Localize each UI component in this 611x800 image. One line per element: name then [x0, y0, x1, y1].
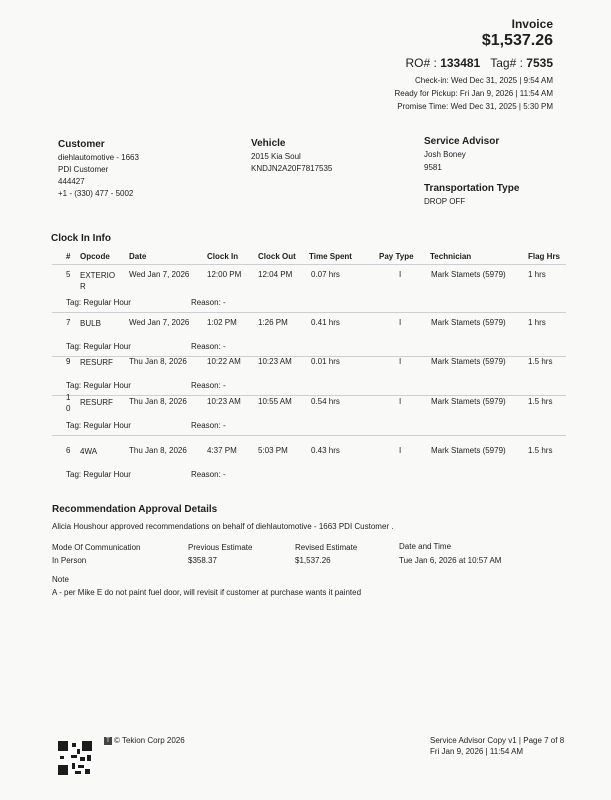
cell-time-spent: 0.43 hrs: [311, 446, 340, 455]
col-pay-type: Pay Type: [379, 252, 414, 261]
cell-tech: Mark Stamets (5979): [431, 318, 506, 327]
advisor-id: 9581: [424, 163, 442, 172]
cell-flag: 1.5 hrs: [528, 446, 553, 455]
previous-estimate-label: Previous Estimate: [188, 543, 253, 552]
row-reason: Reason: -: [191, 381, 226, 390]
row-reason: Reason: -: [191, 298, 226, 307]
cell-opcode: RESURF: [80, 358, 113, 367]
advisor-name: Josh Boney: [424, 150, 466, 159]
cell-flag: 1 hrs: [528, 270, 546, 279]
vehicle-heading: Vehicle: [251, 138, 286, 149]
col-technician: Technician: [430, 252, 472, 261]
row-tag: Tag: Regular Hour: [66, 342, 131, 351]
col-clock-in: Clock In: [207, 252, 239, 261]
revised-estimate-value: $1,537.26: [295, 556, 331, 565]
col-time-spent: Time Spent: [309, 252, 352, 261]
row-tag: Tag: Regular Hour: [66, 470, 131, 479]
row-divider: [52, 435, 566, 436]
cell-flag: 1.5 hrs: [528, 357, 553, 366]
cell-time-spent: 0.01 hrs: [311, 357, 340, 366]
footer-copyright: © Tekion Corp 2026: [114, 736, 185, 745]
customer-id: 444427: [58, 177, 85, 186]
cell-num: 5: [66, 270, 71, 279]
ro-tag-line: [406, 56, 554, 70]
tekion-logo-icon: T: [104, 737, 112, 745]
cell-opcode: RESURF: [80, 398, 113, 407]
cell-num: 9: [66, 357, 71, 366]
row-divider: [52, 312, 566, 313]
cell-clock-in: 10:23 AM: [207, 397, 241, 406]
cell-opcode: BULB: [80, 319, 101, 328]
col-date: Date: [129, 252, 147, 261]
cell-clock-out: 5:03 PM: [258, 446, 288, 455]
cell-time-spent: 0.07 hrs: [311, 270, 340, 279]
cell-opcode: EXTERIO R: [80, 271, 116, 291]
transport-value: DROP OFF: [424, 197, 466, 206]
clock-in-heading: Clock In Info: [51, 233, 111, 244]
tag-label: Tag# :: [490, 56, 523, 70]
col-clock-out: Clock Out: [258, 252, 296, 261]
footer-brand: [104, 736, 185, 745]
mode-label: Mode Of Communication: [52, 543, 141, 552]
cell-time-spent: 0.54 hrs: [311, 397, 340, 406]
invoice-title: Invoice: [511, 17, 553, 31]
row-tag: Tag: Regular Hour: [66, 421, 131, 430]
footer-copy-info: Service Advisor Copy v1 | Page 7 of 8: [430, 736, 565, 745]
checkin-time: Check-in: Wed Dec 31, 2025 | 9:54 AM: [414, 76, 553, 85]
cell-clock-in: 1:02 PM: [207, 318, 237, 327]
cell-num: 6: [66, 446, 71, 455]
cell-clock-out: 12:04 PM: [258, 270, 293, 279]
vehicle-vin: KNDJN2A20F7817535: [251, 164, 333, 173]
cell-date: Thu Jan 8, 2026: [129, 446, 187, 455]
note-value: A - per Mike E do not paint fuel door, will revisit if customer at purchase wants it painted: [52, 588, 362, 597]
customer-phone: +1 - (330) 477 - 5002: [58, 189, 134, 198]
cell-opcode: 4WA: [80, 447, 98, 456]
footer-printed-time: Fri Jan 9, 2026 | 11:54 AM: [430, 747, 524, 756]
invoice-amount: $1,537.26: [481, 32, 553, 49]
cell-flag: 1.5 hrs: [528, 397, 553, 406]
cell-clock-out: 10:23 AM: [258, 357, 292, 366]
cell-tech: Mark Stamets (5979): [431, 446, 506, 455]
cell-clock-out: 10:55 AM: [258, 397, 292, 406]
tag-number: 7535: [526, 56, 553, 70]
col-opcode: Opcode: [80, 252, 110, 261]
cell-date: Thu Jan 8, 2026: [129, 357, 187, 366]
ro-number: 133481: [440, 56, 481, 70]
header-divider: [52, 264, 566, 265]
cell-num: 7: [66, 318, 71, 327]
transport-heading: Transportation Type: [424, 183, 520, 194]
cell-num: 1 0: [66, 393, 71, 413]
cell-date: Wed Jan 7, 2026: [129, 318, 190, 327]
customer-heading: Customer: [58, 139, 105, 150]
row-reason: Reason: -: [191, 342, 226, 351]
cell-time-spent: 0.41 hrs: [311, 318, 340, 327]
cell-pay: I: [399, 357, 402, 366]
customer-name: diehlautomotive - 1663: [58, 153, 139, 162]
cell-date: Thu Jan 8, 2026: [129, 397, 187, 406]
col-flag-hrs: Flag Hrs: [528, 252, 561, 261]
cell-tech: Mark Stamets (5979): [431, 397, 506, 406]
note-label: Note: [52, 575, 69, 584]
row-tag: Tag: Regular Hour: [66, 298, 131, 307]
cell-flag: 1 hrs: [528, 318, 546, 327]
cell-pay: I: [399, 446, 402, 455]
col-num: #: [66, 252, 71, 261]
row-tag: Tag: Regular Hour: [66, 381, 131, 390]
approval-statement: Alicia Houshour approved recommendations on behalf of diehlautomotive - 1663 PDI Customer .: [52, 522, 394, 531]
previous-estimate-value: $358.37: [188, 556, 217, 565]
ro-label: RO# :: [405, 56, 437, 70]
cell-clock-in: 10:22 AM: [207, 357, 241, 366]
mode-value: In Person: [52, 556, 87, 565]
promise-time: Promise Time: Wed Dec 31, 2025 | 5:30 PM: [397, 102, 553, 111]
row-divider: [52, 395, 566, 396]
revised-estimate-label: Revised Estimate: [295, 543, 358, 552]
cell-date: Wed Jan 7, 2026: [129, 270, 190, 279]
cell-tech: Mark Stamets (5979): [431, 270, 506, 279]
ready-for-pickup: Ready for Pickup: Fri Jan 9, 2026 | 11:54 AM: [394, 89, 553, 98]
date-time-label: Date and Time: [399, 542, 452, 551]
cell-pay: I: [399, 397, 402, 406]
cell-clock-in: 12:00 PM: [207, 270, 242, 279]
cell-clock-in: 4:37 PM: [207, 446, 237, 455]
recommendation-heading: Recommendation Approval Details: [52, 504, 218, 515]
advisor-heading: Service Advisor: [424, 136, 500, 147]
date-time-value: Tue Jan 6, 2026 at 10:57 AM: [399, 556, 502, 565]
cell-pay: I: [399, 270, 402, 279]
row-reason: Reason: -: [191, 421, 226, 430]
row-reason: Reason: -: [191, 470, 226, 479]
vehicle-model: 2015 Kia Soul: [251, 152, 301, 161]
cell-pay: I: [399, 318, 402, 327]
cell-clock-out: 1:26 PM: [258, 318, 288, 327]
cell-tech: Mark Stamets (5979): [431, 357, 506, 366]
customer-type: PDI Customer: [58, 165, 109, 174]
qr-code: [58, 741, 92, 775]
